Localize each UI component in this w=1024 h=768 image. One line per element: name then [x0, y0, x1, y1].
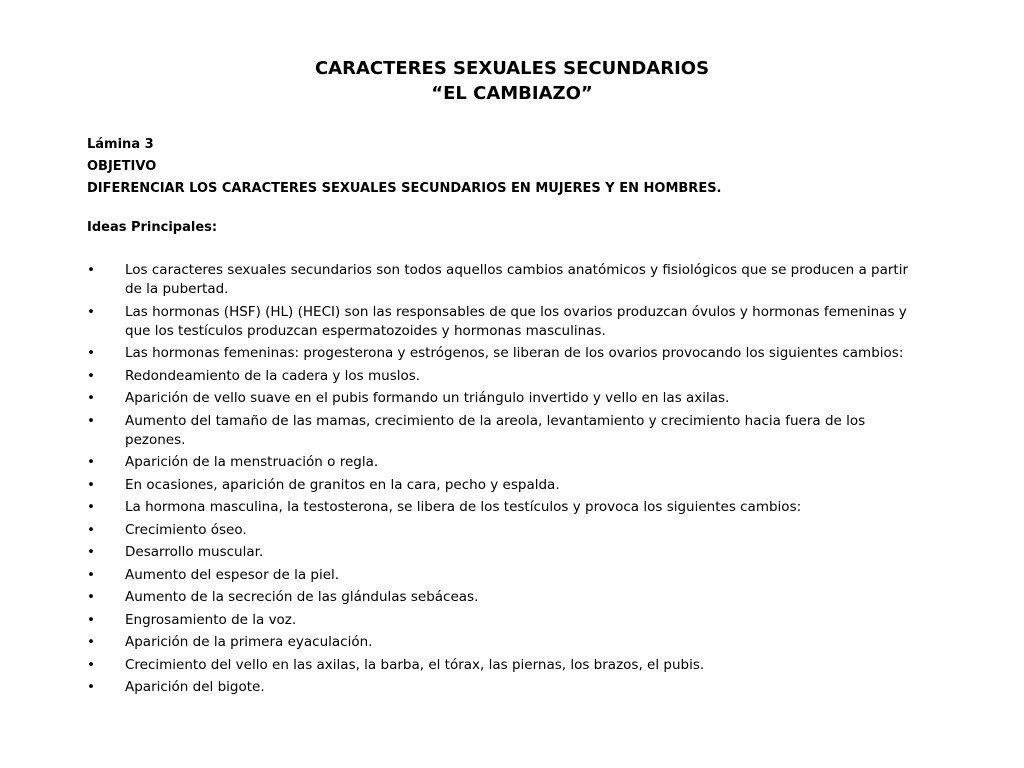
bullet-icon: • — [87, 390, 95, 406]
list-item — [87, 656, 917, 675]
title-line-2: “EL CAMBIAZO” — [431, 83, 593, 104]
list-item — [87, 453, 917, 472]
list-item — [87, 521, 917, 540]
bullet-icon: • — [87, 499, 95, 515]
list-item — [87, 611, 917, 630]
list-item-text: Redondeamiento de la cadera y los muslos. — [125, 367, 421, 384]
list-item-text: Aparición de vello suave en el pubis formando un triángulo invertido y vello en las axilas. — [125, 390, 730, 406]
list-item — [87, 261, 917, 299]
list-item-text: Los caracteres sexuales secundarios son todos aquellos cambios anatómicos y fisiológicos que se producen a partir de la pubertad. — [125, 262, 908, 297]
list-item-text: Aumento del tamaño de las mamas, crecimiento de la areola, levantamiento y crecimiento hacia fuera de los pezones. — [125, 412, 866, 448]
list-item — [87, 633, 917, 652]
list-item — [87, 498, 917, 517]
list-item — [87, 543, 917, 562]
bullet-icon: • — [87, 611, 95, 628]
list-item-text: Crecimiento del vello en las axilas, la barba, el tórax, las piernas, los brazos, el pubis. — [125, 656, 705, 673]
bullet-icon: • — [87, 656, 95, 673]
list-item-text: Crecimiento óseo. — [125, 521, 247, 538]
lamina-label: Lámina 3 — [87, 137, 154, 152]
list-item-text: Engrosamiento de la voz. — [125, 611, 297, 628]
objetivo-label: OBJETIVO — [87, 159, 157, 174]
list-item-text: En ocasiones, aparición de granitos en la cara, pecho y espalda. — [125, 476, 560, 493]
bullet-icon: • — [87, 303, 95, 320]
list-item — [87, 566, 917, 585]
bullet-icon: • — [87, 566, 95, 583]
bullet-icon: • — [87, 412, 95, 429]
list-item — [87, 412, 917, 450]
list-item-text: Aparición de la menstruación o regla. — [125, 454, 379, 470]
list-item-text: Desarrollo muscular. — [125, 544, 264, 560]
bullet-icon: • — [87, 262, 95, 278]
bullet-icon: • — [87, 345, 95, 361]
bullet-icon: • — [87, 589, 95, 605]
title-line-1: CARACTERES SEXUALES SECUNDARIOS — [314, 58, 710, 79]
list-item — [87, 678, 917, 697]
bullet-icon: • — [87, 634, 95, 650]
list-item-text: Aparición de la primera eyaculación. — [125, 634, 373, 650]
list-item-text: Las hormonas (HSF) (HL) (HECI) son las responsables de que los ovarios produzcan óvulos y hormonas femeninas y que los testículos produzcan espermatozoides y hormonas masculinas. — [125, 303, 907, 339]
list-item — [87, 389, 917, 408]
list-item-text: Las hormonas femeninas: progesterona y estrógenos, se liberan de los ovarios provocando los siguientes cambios: — [125, 345, 904, 361]
list-item — [87, 303, 917, 341]
list-item — [87, 588, 917, 607]
list-item-text: Aumento de la secreción de las glándulas sebáceas. — [125, 589, 479, 605]
bullet-list — [87, 261, 917, 701]
list-item — [87, 367, 917, 386]
bullet-icon: • — [87, 679, 95, 695]
bullet-icon: • — [87, 544, 95, 560]
objetivo-text: DIFERENCIAR LOS CARACTERES SEXUALES SECUNDARIOS EN MUJERES Y EN HOMBRES. — [87, 181, 722, 196]
bullet-icon: • — [87, 367, 95, 384]
bullet-icon: • — [87, 521, 95, 538]
list-item — [87, 344, 917, 363]
ideas-heading: Ideas Principales: — [87, 220, 218, 235]
list-item — [87, 476, 917, 495]
list-item-text: Aparición del bigote. — [125, 679, 265, 695]
list-item-text: Aumento del espesor de la piel. — [125, 566, 340, 583]
bullet-icon: • — [87, 454, 95, 470]
page-title — [0, 56, 1024, 106]
objective-section — [87, 134, 987, 200]
bullet-icon: • — [87, 476, 95, 493]
list-item-text: La hormona masculina, la testosterona, se libera de los testículos y provoca los siguientes cambios: — [125, 499, 802, 515]
